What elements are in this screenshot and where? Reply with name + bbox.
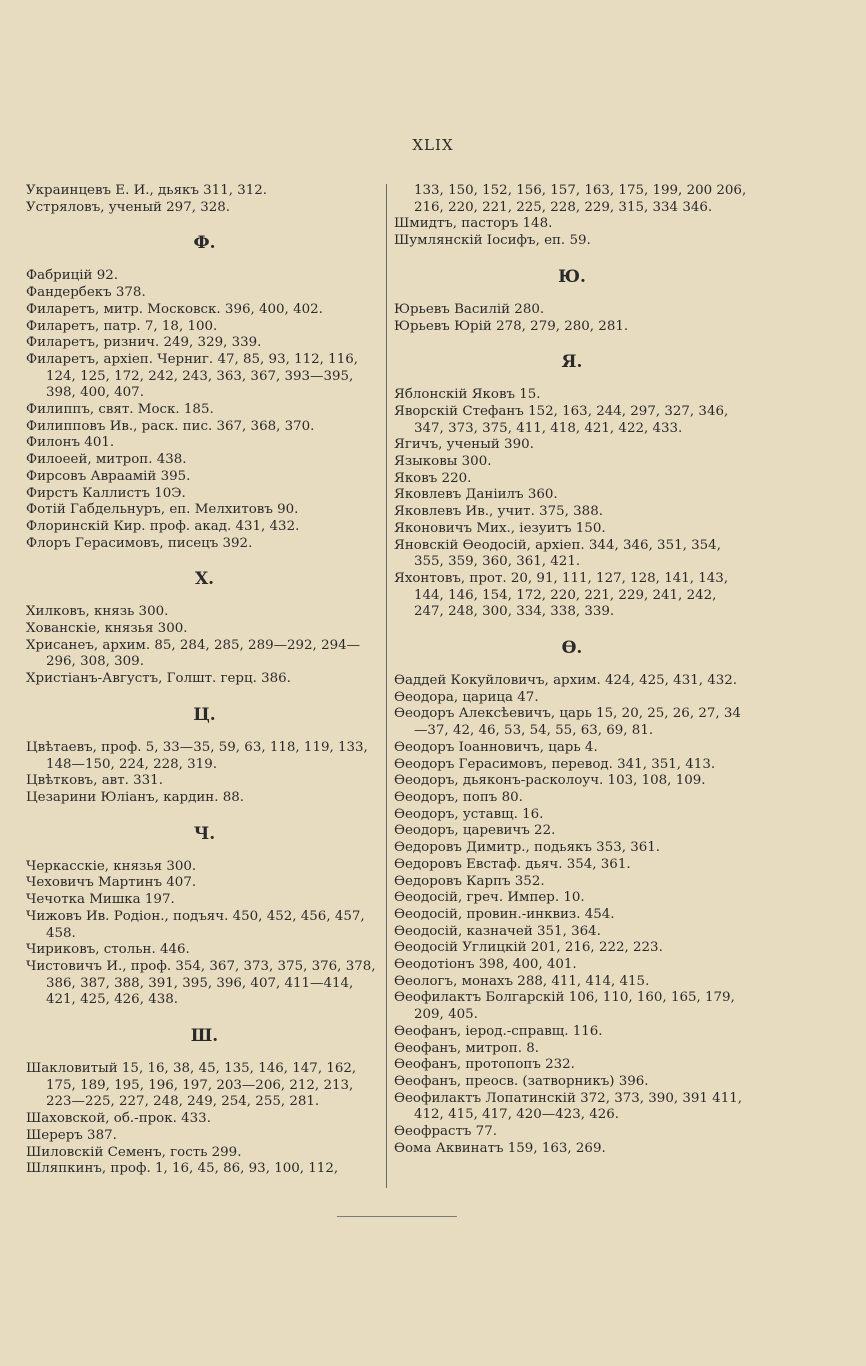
index-entry: Ѳеофрастъ 77.	[394, 1124, 497, 1140]
index-entry: Фотій Габдельнуръ, еп. Мелхитовъ 90.	[26, 502, 299, 518]
letter-heading: Я.	[561, 352, 583, 373]
index-entry: Филаретъ, митр. Московск. 396, 400, 402.	[26, 301, 323, 317]
index-entry: Чистовичъ И., проф. 354, 367, 373, 375, 376, 378, 386, 387, 388, 391, 395, 396, 407, 411—414, 421, 425, 426, 438.	[26, 958, 376, 1008]
index-entry: Яковлевъ Ив., учит. 375, 388.	[394, 504, 603, 520]
index-entry: Флоръ Герасимовъ, писецъ 392.	[26, 535, 253, 551]
index-entry: Ѳеодоръ, уставщ. 16.	[394, 806, 544, 822]
index-entry: Чечотка Мишка 197.	[26, 892, 175, 908]
index-entry: Христіанъ-Августъ, Голшт. герц. 386.	[26, 671, 291, 687]
index-entry: Шакловитый 15, 16, 38, 45, 135, 146, 147, 162, 175, 189, 195, 196, 197, 203—206, 212, 213, 223—225, 227, 248, 249, 254, 255, 281.	[26, 1061, 357, 1110]
index-entry: Яхонтовъ, прот. 20, 91, 111, 127, 128, 141, 143, 144, 146, 154, 172, 220, 221, 229, 241, 242, 247, 248, 300, 334, 338, 339.	[394, 570, 729, 620]
index-entry: Ѳеодосій, греч. Импер. 10.	[394, 890, 585, 906]
index-entry: Яковъ 220.	[394, 470, 472, 486]
index-entry: Устряловъ, ученый 297, 328.	[26, 199, 231, 215]
letter-heading: Ш.	[190, 1026, 219, 1047]
index-entry: Ѳеофанъ, протопопъ 232.	[394, 1057, 575, 1073]
index-entry: Ѳеодосій Углицкій 201, 216, 222, 223.	[394, 940, 663, 956]
index-entry: Ѳеодотіонъ 398, 400, 401.	[394, 957, 577, 973]
index-entry: Филаретъ, ризнич. 249, 329, 339.	[26, 335, 262, 351]
index-entry: Цвѣтаевъ, проф. 5, 33—35, 59, 63, 118, 119, 133, 148—150, 224, 228, 319.	[26, 739, 368, 772]
index-entry: Ѳеодоръ, дьяконъ-расколоуч. 103, 108, 109.	[394, 773, 706, 789]
index-entry: Фабрицій 92.	[26, 268, 119, 284]
index-entry: Цезарини Юліанъ, кардин. 88.	[26, 789, 245, 805]
letter-heading: Ц.	[193, 704, 216, 725]
index-entry: Яновскій Өеодосій, архіеп. 344, 346, 351, 354, 355, 359, 360, 361, 421.	[394, 537, 721, 570]
index-entry: Ѳеодоръ Іоанновичъ, царь 4.	[394, 739, 598, 755]
index-entry: Яблонскій Яковъ 15.	[394, 387, 541, 403]
index-entry: Ѳеодоръ Алексѣевичъ, царь 15, 20, 25, 26, 27, 34—37, 42, 46, 53, 54, 55, 63, 69, 81.	[394, 706, 741, 739]
index-entry: Шаховской, об.-прок. 433.	[26, 1111, 211, 1127]
index-entry: Филаретъ, архіеп. Черниг. 47, 85, 93, 112, 116, 124, 125, 172, 242, 243, 363, 367, 393—395, 398, 400, 407.	[26, 351, 358, 401]
index-entry: Ѳеодора, царица 47.	[394, 689, 539, 705]
index-column-right	[394, 183, 750, 1157]
index-entry: Ѳеологъ, монахъ 288, 411, 414, 415.	[394, 973, 650, 989]
index-entry: Ѳеофанъ, іерод.-справщ. 116.	[394, 1023, 603, 1039]
index-entry: Флоринскій Кир. проф. акад. 431, 432.	[26, 518, 300, 534]
index-entry: Ѳедоровъ Карпъ 352.	[394, 873, 545, 889]
letter-heading: Ю.	[558, 266, 586, 287]
index-entry: Филоеей, митроп. 438.	[26, 452, 187, 468]
index-entry: Чириковъ, стольн. 446.	[26, 942, 190, 958]
index-entry: Шиловскій Семенъ, гость 299.	[26, 1144, 242, 1160]
letter-heading: Х.	[194, 569, 215, 590]
index-entry: Украинцевъ Е. И., дьякъ 311, 312.	[26, 183, 268, 198]
index-entry: Ѳома Аквинатъ 159, 163, 269.	[394, 1140, 606, 1156]
column-divider	[386, 184, 387, 1188]
index-entry: Ѳеодоръ, царевичъ 22.	[394, 823, 556, 839]
index-entry: Яконовичъ Мих., іезуитъ 150.	[394, 520, 606, 536]
letter-heading: Ф.	[193, 233, 216, 254]
index-entry: Яворскій Стефанъ 152, 163, 244, 297, 327, 346, 347, 373, 375, 411, 418, 421, 422, 433.	[394, 403, 729, 436]
index-entry: Ѳеодосій, казначей 351, 364.	[394, 923, 601, 939]
index-entry: Шляпкинъ, проф. 1, 16, 45, 86, 93, 100, 112,	[26, 1161, 339, 1177]
index-entry: Ѳеодоръ, попъ 80.	[394, 789, 523, 805]
index-entry: Хилковъ, князь 300.	[26, 604, 169, 620]
index-entry: Ѳеофилактъ Болгарскій 106, 110, 160, 165, 179, 209, 405.	[394, 990, 735, 1023]
letter-heading: Ч.	[193, 823, 216, 844]
page-number: XLIX	[412, 136, 454, 154]
index-entry: Ѳаддей Кокуйловичъ, архим. 424, 425, 431, 432.	[394, 673, 738, 689]
index-entry: Фандербекъ 378.	[26, 285, 146, 301]
index-entry: Юрьевъ Василій 280.	[394, 301, 545, 317]
index-entry: Ѳеофанъ, митроп. 8.	[394, 1040, 539, 1056]
index-entry: Юрьевъ Юрій 278, 279, 280, 281.	[394, 318, 629, 334]
index-entry: Чижовъ Ив. Родіон., подъяч. 450, 452, 456, 457, 458.	[26, 908, 365, 941]
index-entry: Ѳеодосій, провин.-инквиз. 454.	[394, 906, 615, 922]
index-entry: Хрисанеъ, архим. 85, 284, 285, 289—292, 294—296, 308, 309.	[26, 637, 361, 670]
index-entry: Ѳедоровъ Димитр., подьякъ 353, 361.	[394, 840, 661, 856]
index-entry: Филиппъ, свят. Моск. 185.	[26, 402, 214, 418]
index-entry: Хованскіе, князья 300.	[26, 621, 188, 637]
index-entry: Черкасскіе, князья 300.	[26, 858, 197, 874]
index-entry: Фирсовъ Авраамій 395.	[26, 468, 191, 484]
index-entry: Шумлянскій Іосифъ, еп. 59.	[394, 233, 591, 249]
letter-heading: Ѳ.	[561, 638, 583, 659]
index-entry: Цвѣтковъ, авт. 331.	[26, 773, 163, 789]
index-entry: Яковлевъ Даніилъ 360.	[394, 487, 558, 503]
index-entry-continuation: 133, 150, 152, 156, 157, 163, 175, 199, 200 206, 216, 220, 221, 225, 228, 229, 315, 334 346.	[414, 183, 747, 215]
index-entry: Филонъ 401.	[26, 435, 115, 451]
index-entry: Филипповъ Ив., раск. пис. 367, 368, 370.	[26, 418, 315, 434]
index-entry: Ѳеофилактъ Лопатинскій 372, 373, 390, 391 411, 412, 415, 417, 420—423, 426.	[394, 1090, 742, 1123]
index-entry: Шмидтъ, пасторъ 148.	[394, 216, 553, 232]
index-entry: Филаретъ, патр. 7, 18, 100.	[26, 318, 218, 334]
index-entry: Фирстъ Каллистъ 10Э.	[26, 485, 186, 501]
index-column-left	[26, 183, 383, 1178]
index-entry: Шереръ 387.	[26, 1127, 117, 1143]
index-entry: Ѳедоровъ Евстаф. дьяч. 354, 361.	[394, 856, 631, 872]
index-entry: Чеховичъ Мартинъ 407.	[26, 875, 197, 891]
bottom-rule	[337, 1216, 457, 1217]
index-entry: Ѳеодоръ Герасимовъ, перевод. 341, 351, 413.	[394, 756, 716, 772]
index-entry: Ягичъ, ученый 390.	[394, 437, 534, 453]
index-entry: Языковы 300.	[394, 454, 492, 470]
index-entry: Ѳеофанъ, преосв. (затворникъ) 396.	[394, 1073, 649, 1089]
